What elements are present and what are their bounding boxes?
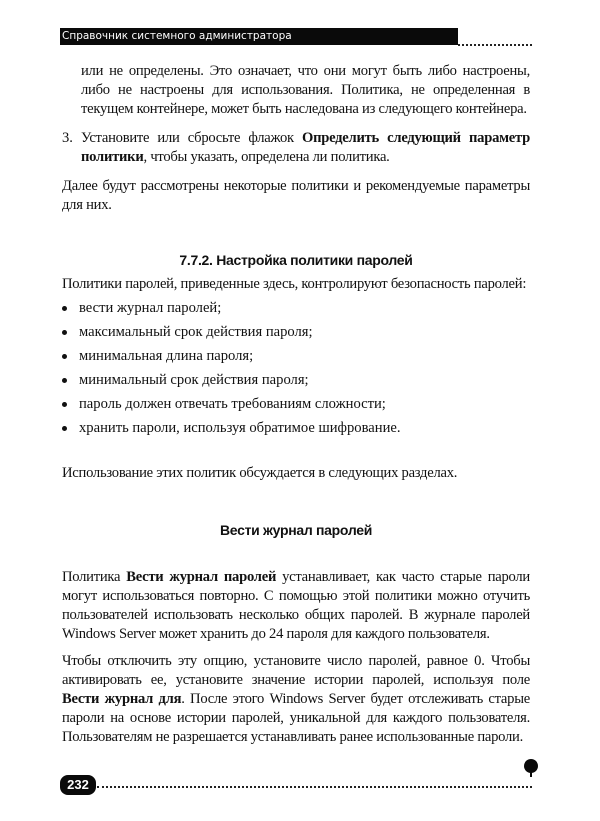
bullet-icon [62, 354, 67, 359]
bullet-text: хранить пароли, используя обратимое шифрование. [79, 420, 401, 436]
bullet-item [62, 347, 530, 366]
section-heading: 7.7.2. Настройка политики паролей [179, 252, 413, 268]
page-number: 232 [60, 775, 96, 795]
text: Политика [62, 569, 127, 585]
bullet-text: минимальная длина пароля; [79, 348, 254, 364]
subsection-heading: Вести журнал паролей [219, 522, 373, 538]
bullet-icon [62, 378, 67, 383]
text: , чтобы указать, определена ли политика. [143, 149, 390, 165]
page-footer [0, 767, 600, 807]
bullet-text: минимальный срок действия пароля; [79, 372, 309, 388]
bullet-icon [62, 402, 67, 407]
text: устанавливает, как часто старые пароли могут использоваться повторно. С помощью этой политики можно отучить пользователей использовать несколько общих паролей. В журнале паролей Windows Server может хранить до 24 пароля для каждого пользователя. [62, 569, 530, 642]
list-number: 3. [62, 130, 73, 146]
bullet-text: пароль должен отвечать требованиям сложности; [79, 396, 386, 412]
bullet-item [62, 395, 530, 414]
bullet-text: максимальный срок действия пароля; [79, 324, 313, 340]
bullet-item [62, 371, 530, 390]
paragraph-usage: Использование этих политик обсуждается в следующих разделах. [62, 465, 458, 481]
list-item-text [81, 129, 530, 167]
paragraph-disable [62, 652, 530, 747]
bullet-list [62, 299, 530, 438]
footer-divider [97, 786, 532, 788]
paragraph-intro: Политики паролей, приведенные здесь, контролируют безопасность паролей: [62, 276, 527, 292]
paragraph-history [62, 568, 530, 644]
bullet-icon [62, 306, 67, 311]
bullet-item [62, 299, 530, 318]
paragraph-continuation: или не определены. Это означает, что они могут быть либо настроены, либо не настроены для использования. Политика, не определенная в текущем контейнере, может быть наследована из следующего контейнера. [81, 63, 530, 117]
paragraph-next: Далее будут рассмотрены некоторые политики и рекомендуемые параметры для них. [62, 178, 530, 213]
text: . После этого Windows Server будет отслеживать старые пароли на основе истории паролей, уникальной для каждого пользователя. Пользователям не разрешается устанавливать ранее использованные пароли. [62, 691, 530, 745]
bold-term: Вести журнал для [62, 691, 182, 707]
bullet-icon [62, 426, 67, 431]
bullet-text: вести журнал паролей; [79, 300, 222, 316]
list-item-3 [62, 129, 530, 167]
text: Чтобы отключить эту опцию, установите число паролей, равное 0. Чтобы активировать ее, установите значение истории паролей, используя поле [62, 653, 530, 688]
bold-term: Вести журнал паролей [126, 569, 277, 585]
text: Установите или сбросьте флажок [81, 130, 302, 146]
bullet-item [62, 323, 530, 342]
pin-icon [524, 759, 538, 773]
running-header: Справочник системного администратора [60, 28, 458, 45]
bold-term: Определить следующий параметр политики [81, 130, 530, 165]
bullet-item [62, 419, 530, 438]
bullet-icon [62, 330, 67, 335]
